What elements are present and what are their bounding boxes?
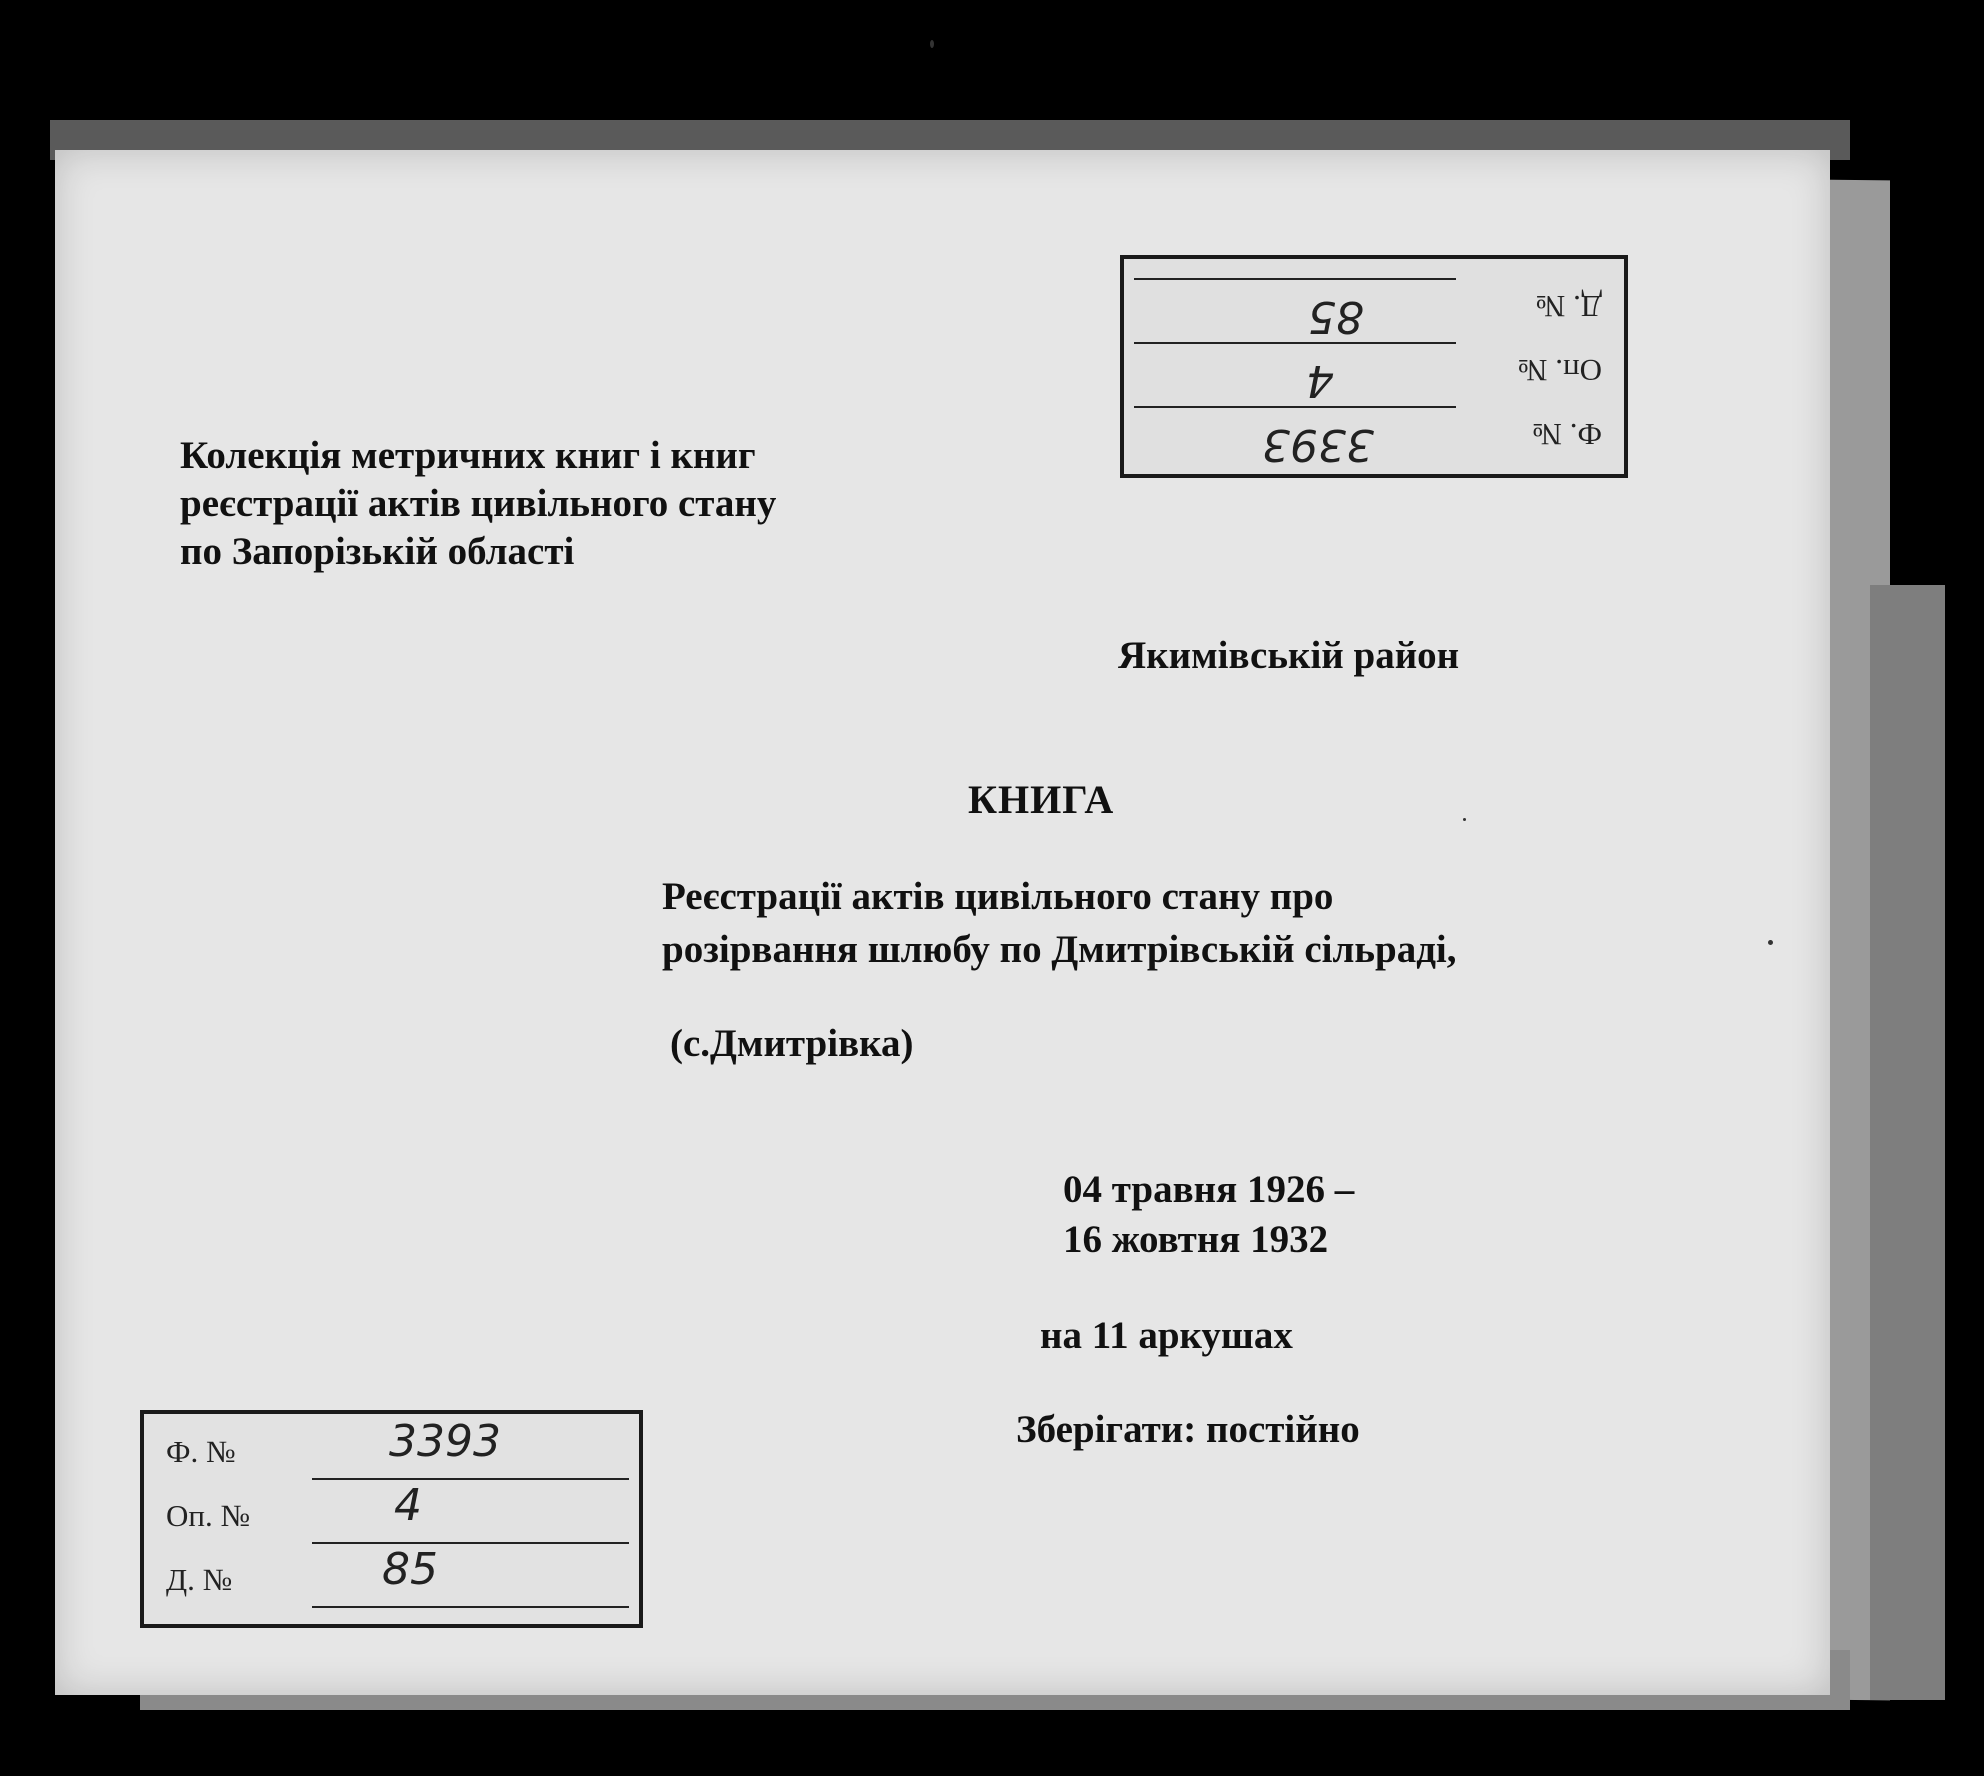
book-title: КНИГА: [968, 777, 1115, 822]
date-range: [1063, 1165, 1354, 1265]
archive-stamp: [140, 1410, 643, 1628]
stamp-top-fond-value: 3393: [1262, 419, 1374, 470]
stamp-line: [312, 1478, 629, 1480]
village-name: (с.Дмитрівка): [670, 1022, 914, 1065]
stamp-opys-value: 4: [394, 1480, 422, 1531]
stamp-top-sprava-label: Д. №: [1535, 289, 1602, 324]
date-end: 16 жовтня 1932: [1063, 1218, 1329, 1261]
storage-term: Зберігати: постійно: [1016, 1408, 1360, 1451]
collection-line: реєстрації актів цивільного стану: [180, 482, 777, 525]
book-description-line: розірвання шлюбу по Дмитрівській сільраді,: [662, 928, 1457, 971]
dust-speck: [1463, 818, 1466, 821]
stamp-line: [312, 1606, 629, 1608]
book-description-line: Реєстрації актів цивільного стану про: [662, 875, 1334, 918]
stamp-opys-label: Оп. №: [166, 1498, 251, 1533]
stamp-sprava-label: Д. №: [166, 1562, 233, 1597]
dust-speck: [930, 40, 934, 48]
stamp-top-opys-value: 4: [1306, 355, 1334, 406]
collection-line: по Запорізькій області: [180, 530, 575, 573]
district-name: Якимівській район: [1118, 634, 1460, 677]
stamp-fond-label: Ф. №: [166, 1434, 236, 1469]
collection-heading: [180, 432, 776, 576]
collection-line: Колекція метричних книг і книг: [180, 434, 756, 477]
date-start: 04 травня 1926 –: [1063, 1168, 1355, 1211]
stamp-top-opys-label: Оп. №: [1517, 353, 1602, 388]
dust-speck: [1768, 940, 1773, 945]
stamp-top-line: [1134, 342, 1456, 344]
stamp-top-fond-label: Ф. №: [1532, 417, 1602, 452]
back-sheet-far-right-edge: [1870, 585, 1945, 1700]
book-description: [662, 870, 1457, 976]
sheet-count: на 11 аркушах: [1040, 1314, 1293, 1357]
stamp-top-line: [1134, 406, 1456, 408]
stamp-sprava-value: 85: [382, 1544, 438, 1595]
stamp-top-line: [1134, 278, 1456, 280]
stamp-fond-value: 3393: [389, 1416, 501, 1467]
stamp-line: [312, 1542, 629, 1544]
stamp-top-sprava-value: 85: [1308, 291, 1364, 342]
archive-stamp-upside-down: [1120, 255, 1628, 478]
